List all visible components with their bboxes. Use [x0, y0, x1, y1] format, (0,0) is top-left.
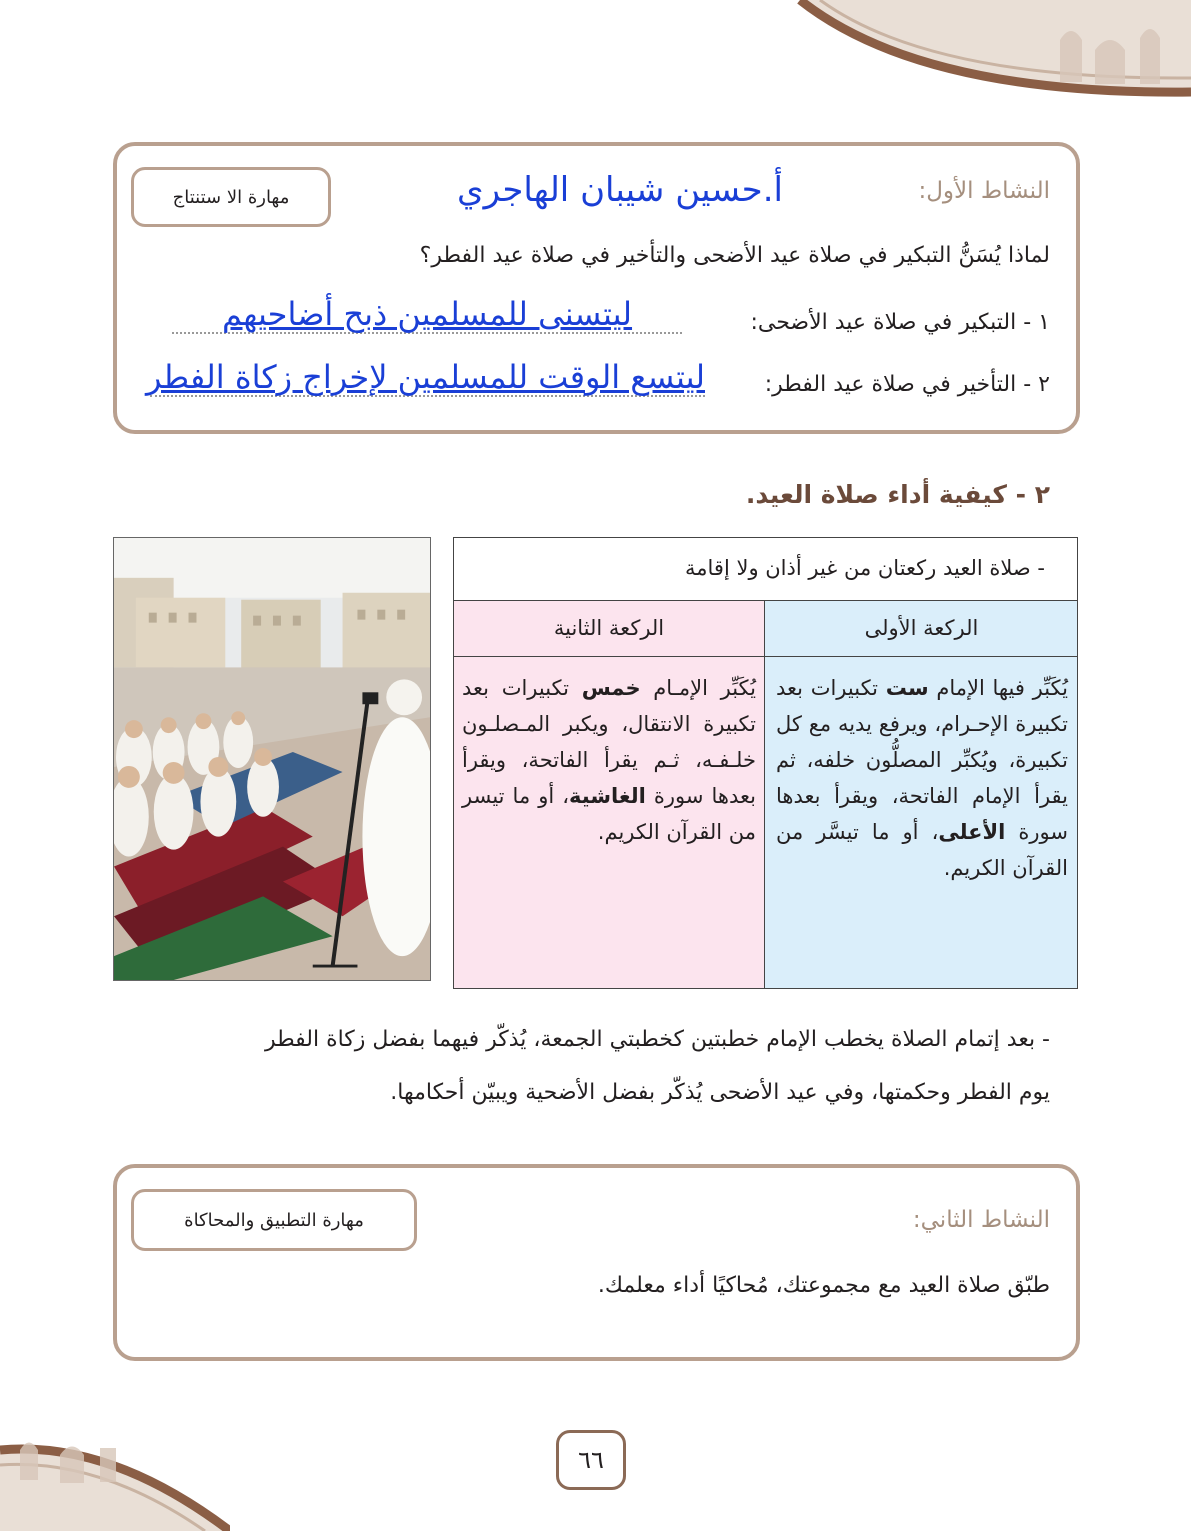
- item-two-label: ٢ - التأخير في صلاة عيد الفطر:: [764, 372, 1050, 397]
- activity-one-question: لماذا يُسَنُّ التبكير في صلاة عيد الأضحى والتأخير في صلاة عيد الفطر؟: [419, 243, 1050, 268]
- top-corner-ornament: [760, 0, 1191, 110]
- first-rakah-description: [776, 670, 1068, 886]
- first-rakah-text-a: يُكَبِّر فيها الإمام: [928, 676, 1068, 700]
- item-two-answer: ليتسع الوقت للمسلمين لإخراج زكاة الفطر: [145, 358, 705, 396]
- first-rakah-text-c: ، أو ما تيسَّر من القرآن الكريم.: [776, 820, 1068, 880]
- second-rakah-text-a: يُكَبِّر الإمـام: [640, 676, 756, 700]
- activity-two-label: النشاط الثاني:: [912, 1207, 1050, 1233]
- first-rakah-bold-a: ست: [885, 676, 929, 700]
- section-title: ٢ - كيفية أداء صلاة العيد.: [745, 480, 1050, 509]
- first-rakah-text-b: تكبيرات بعد تكبيرة الإحـرام، ويرفع يديه مع كل تكبيرة، ويُكبِّر المصلُّون خلفه، ثم يقرأ الإمام الفاتحة، ويقرأ بعدها سورة: [776, 676, 1069, 844]
- second-rakah-text-c: ، أو ما تيسر من القرآن الكريم.: [462, 784, 756, 844]
- paragraph-line-1: - بعد إتمام الصلاة يخطب الإمام خطبتين كخطبتي الجمعة، يُذكّر فيهما بفضل زكاة الفطر: [264, 1027, 1050, 1052]
- bottom-corner-ornament: [0, 1420, 230, 1531]
- table-intro-text: - صلاة العيد ركعتان من غير أذان ولا إقامة: [685, 556, 1045, 580]
- skill-label: مهارة التطبيق والمحاكاة: [184, 1209, 364, 1231]
- page-number: [556, 1430, 626, 1490]
- item-one-label: ١ - التبكير في صلاة عيد الأضحى:: [750, 310, 1050, 335]
- skill-badge-application: [131, 1189, 417, 1251]
- first-rakah-bold-b: الأعلى: [938, 820, 1006, 844]
- skill-label: مهارة الا ستنتاج: [172, 186, 290, 208]
- paragraph-line-2: يوم الفطر وحكمتها، وفي عيد الأضحى يُذكّر بفضل الأضحية ويبيّن أحكامها.: [390, 1080, 1050, 1105]
- second-rakah-text-b: تكبيرات بعد تكبيرة الانتقال، ويكبر المـصلـون خلـفـه، ثـم يقرأ الفاتحة، ويقرأ بعدها سورة: [462, 676, 756, 808]
- first-rakah-heading: الركعة الأولى: [864, 616, 979, 640]
- skill-badge-conclusion: [131, 167, 331, 227]
- activity-one-label: النشاط الأول:: [918, 178, 1050, 204]
- second-rakah-heading: الركعة الثانية: [553, 616, 665, 640]
- second-rakah-description: [462, 670, 756, 850]
- item-one-answer: ليتسنى للمسلمين ذبح أضاحيهم: [221, 295, 633, 333]
- teacher-name: أ.حسين شيبان الهاجري: [457, 170, 783, 210]
- page-number-text: ٦٦: [578, 1446, 604, 1474]
- activity-two-instruction: طبّق صلاة العيد مع مجموعتك، مُحاكيًا أداء معلمك.: [597, 1273, 1050, 1298]
- second-rakah-bold-a: خمس: [581, 676, 641, 700]
- eid-prayer-photo: [113, 537, 431, 981]
- second-rakah-bold-b: الغاشية: [569, 784, 646, 808]
